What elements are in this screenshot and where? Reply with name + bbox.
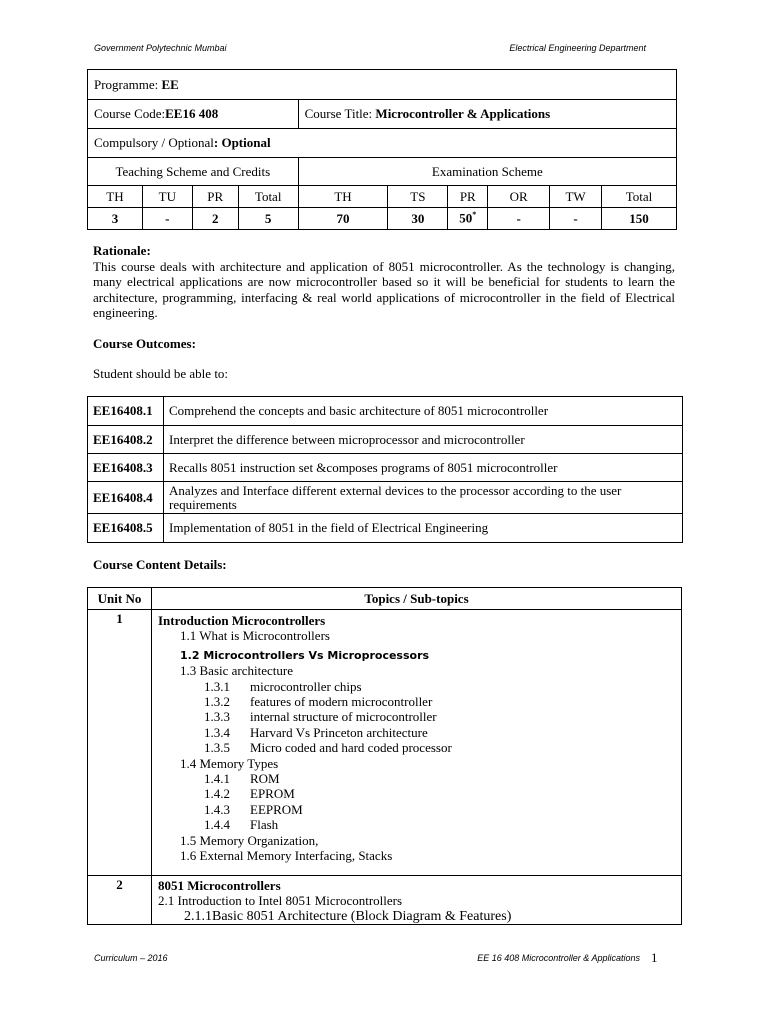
exam-value-tw: - [550, 208, 602, 230]
outcomes-table [87, 396, 683, 543]
outcomes-intro: Student should be able to: [93, 366, 229, 381]
subtopic-item: 1.3.1 microcontroller chips [204, 678, 362, 694]
exam-header-tw: TW [550, 186, 602, 208]
exam-value-pr-mark: * [472, 210, 477, 220]
unit-number: 1 [88, 610, 152, 876]
programme-cell [88, 70, 677, 100]
page-number: 1 [651, 950, 658, 965]
subtopic-item: 1.3.3 internal structure of microcontroller [204, 709, 437, 725]
subtopic-item: 2.1.1Basic 8051 Architecture (Block Diagram & Features) [184, 908, 512, 924]
course-title-cell [298, 100, 676, 129]
topic-item: 1.3 Basic architecture [180, 663, 293, 679]
exam-scheme-heading: Examination Scheme [298, 158, 676, 186]
outcomes-title: Course Outcomes: [93, 336, 196, 351]
exam-header-or: OR [488, 186, 550, 208]
teaching-header-total: Total [238, 186, 298, 208]
outcome-row [88, 426, 683, 454]
header-department: Electrical Engineering Department [509, 43, 646, 53]
topic-item: 2.1 Introduction to Intel 8051 Microcontrollers [158, 893, 403, 909]
course-code-cell [88, 100, 299, 129]
subtopic-item: 1.4.1 ROM [204, 771, 280, 787]
subtopic-item: 1.4.4 Flash [204, 817, 279, 833]
outcome-row [88, 482, 683, 514]
footer-curriculum: Curriculum – 2016 [94, 953, 168, 963]
footer-course: EE 16 408 Microcontroller & Applications [477, 953, 640, 963]
subtopic-item: 1.3.4 Harvard Vs Princeton architecture [204, 724, 428, 740]
teaching-value-th: 3 [88, 208, 143, 230]
compulsory-value: : Optional [213, 135, 271, 150]
outcome-row [88, 397, 683, 426]
teaching-value-total: 5 [238, 208, 298, 230]
col-topics-header: Topics / Sub-topics [152, 588, 682, 610]
exam-value-th: 70 [298, 208, 388, 230]
course-info-table [87, 69, 677, 230]
content-table [87, 587, 682, 925]
exam-header-pr: PR [448, 186, 488, 208]
exam-header-total: Total [602, 186, 677, 208]
outcome-code: EE16408.1 [88, 397, 164, 426]
teaching-header-pr: PR [192, 186, 238, 208]
outcome-text: Implementation of 8051 in the field of Electrical Engineering [164, 514, 683, 543]
subtopic-item: 1.4.3 EEPROM [204, 801, 303, 817]
outcome-code: EE16408.5 [88, 514, 164, 543]
teaching-scheme-heading: Teaching Scheme and Credits [88, 158, 299, 186]
exam-header-th: TH [298, 186, 388, 208]
unit-title: 8051 Microcontrollers [158, 878, 281, 893]
outcome-text: Analyzes and Interface different external devices to the processor according to the user requirements [164, 482, 683, 514]
teaching-header-tu: TU [142, 186, 192, 208]
course-title-value: Microcontroller & Applications [375, 106, 551, 121]
compulsory-label: Compulsory / Optional [94, 135, 214, 150]
course-title-label: Course Title: [304, 106, 376, 121]
rationale-title: Rationale: [93, 243, 151, 258]
col-unit-header: Unit No [88, 588, 152, 610]
topic-item: 1.1 What is Microcontrollers [180, 628, 330, 644]
outcome-row [88, 454, 683, 482]
subtopic-item: 1.3.5 Micro coded and hard coded processor [204, 740, 452, 756]
outcome-code: EE16408.3 [88, 454, 164, 482]
subtopic-item: 1.4.2 EPROM [204, 786, 295, 802]
exam-value-pr: 50 [459, 210, 473, 226]
outcome-code: EE16408.2 [88, 426, 164, 454]
subtopic-item: 1.3.2 features of modern microcontroller [204, 694, 433, 710]
exam-value-or: - [488, 208, 550, 230]
outcome-code: EE16408.4 [88, 482, 164, 514]
outcome-text: Interpret the difference between microprocessor and microcontroller [164, 426, 683, 454]
outcome-text: Recalls 8051 instruction set &composes programs of 8051 microcontroller [164, 454, 683, 482]
exam-value-total: 150 [602, 208, 677, 230]
topic-item: 1.6 External Memory Interfacing, Stacks [180, 848, 393, 864]
rationale-section [93, 243, 675, 321]
topic-item: 1.2 Microcontrollers Vs Microprocessors [180, 648, 430, 662]
compulsory-cell [88, 129, 677, 158]
teaching-value-tu: - [142, 208, 192, 230]
topic-item: 1.4 Memory Types [180, 755, 279, 771]
teaching-header-th: TH [88, 186, 143, 208]
outcome-row [88, 514, 683, 543]
content-title: Course Content Details: [93, 557, 227, 572]
outcome-text: Comprehend the concepts and basic architecture of 8051 microcontroller [164, 397, 683, 426]
programme-value: EE [161, 76, 179, 92]
header-institute: Government Polytechnic Mumbai [94, 43, 227, 53]
programme-label: Programme: [94, 76, 162, 92]
rationale-text: This course deals with architecture and application of 8051 microcontroller. As the technology is changing, many electrical applications are now microcontroller based so it will be beneficial for students to learn the architecture, programming, interfacing & real world applications of microcontroller in the field of Electrical engineering. [93, 258, 675, 320]
topic-item: 1.5 Memory Organization, [180, 832, 319, 848]
exam-header-ts: TS [388, 186, 448, 208]
unit-title: Introduction Microcontrollers [158, 613, 326, 628]
exam-value-pr-cell [448, 208, 488, 230]
unit-topics [152, 876, 682, 925]
unit-number: 2 [88, 876, 152, 925]
course-code-value: EE16 408 [165, 106, 219, 121]
exam-value-ts: 30 [388, 208, 448, 230]
teaching-value-pr: 2 [192, 208, 238, 230]
unit-topics [152, 610, 682, 876]
course-code-label: Course Code: [94, 106, 166, 121]
